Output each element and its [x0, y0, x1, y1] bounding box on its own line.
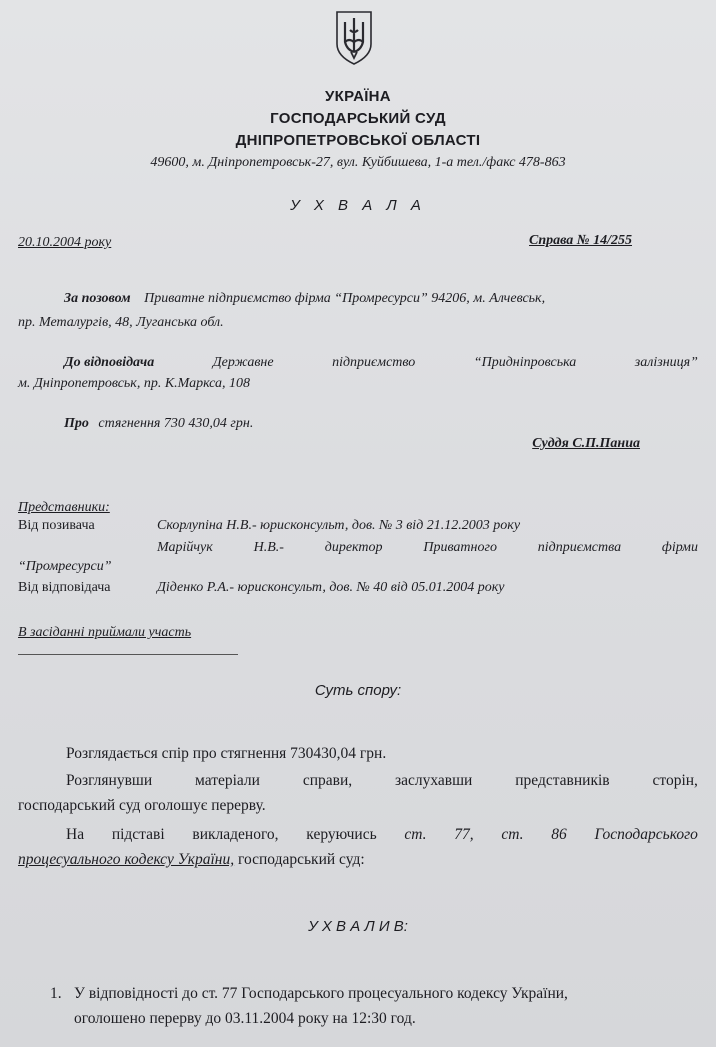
defendant-line2: м. Дніпропетровськ, пр. К.Маркса, 108: [18, 376, 250, 391]
decision-line2: оголошено перерву до 03.11.2004 року на 12:30 год.: [74, 1010, 416, 1027]
header-country: УКРАЇНА: [325, 88, 391, 105]
essence-heading: Суть спору:: [314, 682, 402, 699]
document-title: У Х В А Л А: [290, 197, 426, 214]
defendant-line1: До відповідача Державне підприємство “Придніпровська залізниця”: [64, 355, 698, 370]
header-address: 49600, м. Дніпропетровськ-27, вул. Куйбишева, 1-а тел./факс 478-863: [150, 155, 566, 170]
essence-p2-line1: Розглянувши матеріали справи, заслухавши представників сторін,: [66, 772, 698, 789]
plaintiff-label: За позовом: [64, 291, 131, 306]
decision-heading: У Х В А Л И В:: [308, 918, 408, 935]
defendant-rep: Діденко Р.А.- юрисконсульт, дов. № 40 від 05.01.2004 року: [157, 580, 505, 595]
essence-p1: Розглядається спір про стягнення 730430,04 грн.: [66, 745, 387, 762]
plaintiff-line2: пр. Металургів, 48, Луганська обл.: [18, 315, 224, 330]
plaintiff-rep-label: Від позивача: [18, 518, 95, 533]
representatives-heading: Представники:: [18, 500, 110, 515]
judge-name: Суддя С.П.Паниа: [532, 436, 640, 451]
essence-p3-line1: На підставі викладеного, керуючись ст. 77, ст. 86 Господарського: [66, 826, 698, 843]
defendant-rep-label: Від відповідача: [18, 580, 111, 595]
case-number: Справа № 14/255: [529, 233, 632, 248]
decision-number: 1.: [50, 985, 62, 1002]
subject-line: [64, 416, 253, 432]
subject-text: стягнення 730 430,04 грн.: [98, 416, 254, 431]
plaintiff-line1: [64, 291, 545, 307]
plaintiff-text: Приватне підприємство фірма “Промресурси” 94206, м. Алчевськ,: [144, 291, 546, 306]
ruling-date: 20.10.2004 року: [18, 235, 112, 250]
plaintiff-rep2: Марійчук Н.В.- директор Приватного підприємства фірми: [157, 540, 698, 555]
participants-heading: В засіданні приймали участь: [18, 625, 192, 640]
divider-line: [18, 654, 238, 655]
header-court: ГОСПОДАРСЬКИЙ СУД: [270, 110, 446, 127]
subject-label: Про: [64, 416, 89, 431]
trident-emblem-icon: [333, 8, 375, 66]
plaintiff-rep2-cont: “Промресурси”: [18, 559, 112, 574]
essence-p2-line2: господарський суд оголошує перерву.: [18, 797, 266, 814]
plaintiff-rep1: Скорлупіна Н.В.- юрисконсульт, дов. № 3 від 21.12.2003 року: [157, 518, 521, 533]
header-region: ДНІПРОПЕТРОВСЬКОЇ ОБЛАСТІ: [235, 132, 481, 149]
decision-line1: У відповідності до ст. 77 Господарського процесуального кодексу України,: [74, 985, 568, 1002]
defendant-label: До відповідача: [64, 355, 155, 370]
essence-p3-line2: процесуального кодексу України, господарський суд:: [18, 851, 365, 868]
